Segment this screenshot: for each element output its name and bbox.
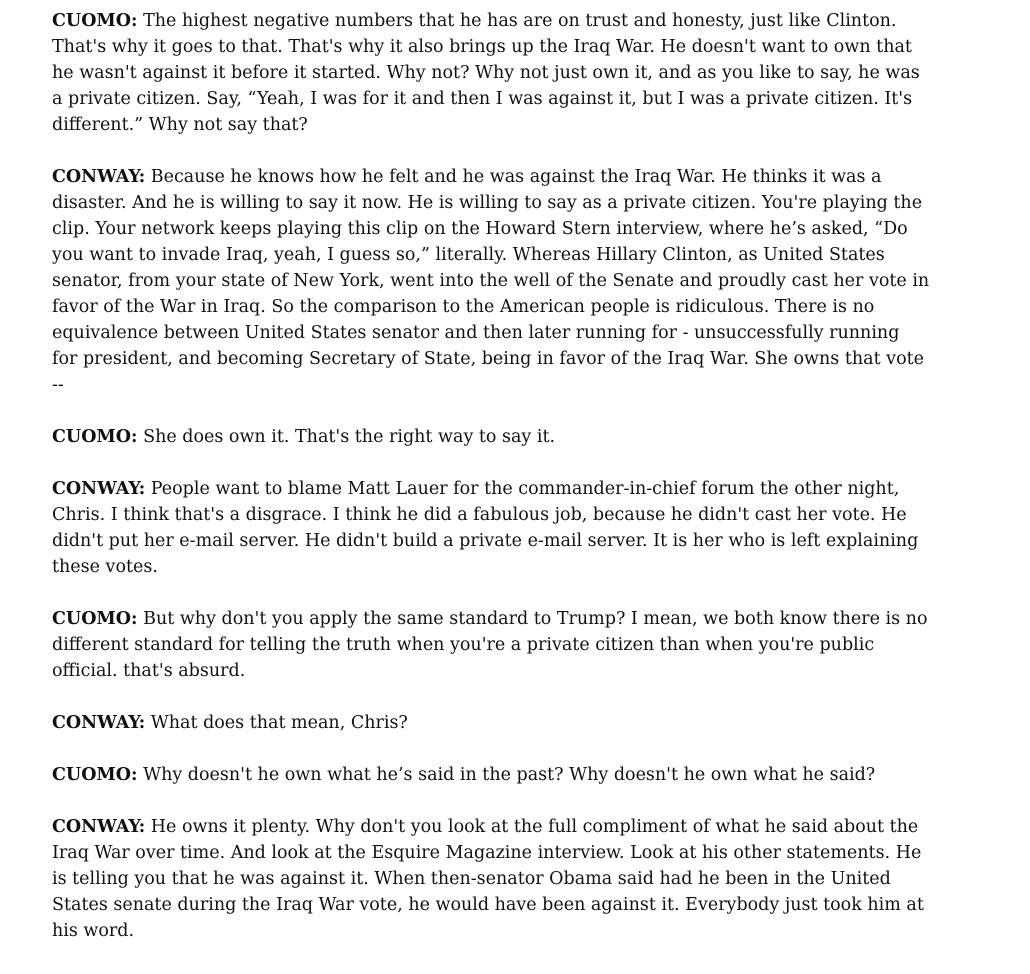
- transcript-paragraph: [52, 606, 930, 684]
- transcript-paragraph: [52, 476, 930, 580]
- transcript-paragraph: [52, 710, 930, 736]
- speaker-name: CUOMO:: [52, 11, 138, 31]
- speaker-name: CONWAY:: [52, 817, 146, 837]
- transcript-page: [52, 8, 930, 970]
- transcript-paragraph: [52, 762, 930, 788]
- transcript-paragraph: [52, 814, 930, 944]
- speaker-name: CONWAY:: [52, 167, 146, 187]
- paragraph-text: But why don't you apply the same standard to Trump? I mean, we both know there is no different standard for telling the truth when you're a private citizen than when you're public official. that's absurd.: [52, 609, 928, 681]
- paragraph-text: People want to blame Matt Lauer for the commander-in-chief forum the other night, Chris. I think that's a disgrace. I think he did a fabulous job, because he didn't cast her vote. He didn't put her e-mail server. He didn't build a private e-mail server. It is her who is left explaining these votes.: [52, 479, 919, 577]
- speaker-name: CONWAY:: [52, 479, 146, 499]
- speaker-name: CUOMO:: [52, 765, 138, 785]
- paragraph-text: What does that mean, Chris?: [150, 713, 408, 733]
- paragraph-text: Because he knows how he felt and he was against the Iraq War. He thinks it was a disaster. And he is willing to say it now. He is willing to say as a private citizen. You're playing the clip. Your network keeps playing this clip on the Howard Stern interview, where he’s asked, “Do you want to invade Iraq, yeah, I guess so,” literally. Whereas Hillary Clinton, as United States senator, from your state of New York, went into the well of the Senate and proudly cast her vote in favor of the War in Iraq. So the comparison to the American people is ridiculous. There is no equivalence between United States senator and then later running for - unsuccessfully running for president, and becoming Secretary of State, being in favor of the Iraq War. She owns that vote --: [52, 167, 930, 395]
- speaker-name: CUOMO:: [52, 609, 138, 629]
- transcript-paragraph: [52, 164, 930, 398]
- paragraph-text: Why doesn't he own what he’s said in the past? Why doesn't he own what he said?: [143, 765, 876, 785]
- speaker-name: CUOMO:: [52, 427, 138, 447]
- transcript-paragraph: [52, 8, 930, 138]
- transcript-paragraph: [52, 424, 930, 450]
- paragraph-text: He owns it plenty. Why don't you look at the full compliment of what he said about the Iraq War over time. And look at the Esquire Magazine interview. Look at his other statements. He is telling you that he was against it. When then-senator Obama said had he been in the United States senate during the Iraq War vote, he would have been against it. Everybody just took him at his word.: [52, 817, 924, 941]
- speaker-name: CONWAY:: [52, 713, 146, 733]
- paragraph-text: She does own it. That's the right way to say it.: [143, 427, 556, 447]
- paragraph-text: The highest negative numbers that he has are on trust and honesty, just like Clinton. That's why it goes to that. That's why it also brings up the Iraq War. He doesn't want to own that he wasn't against it before it started. Why not? Why not just own it, and as you like to say, he was a private citizen. Say, “Yeah, I was for it and then I was against it, but I was a private citizen. It's different.” Why not say that?: [52, 11, 920, 135]
